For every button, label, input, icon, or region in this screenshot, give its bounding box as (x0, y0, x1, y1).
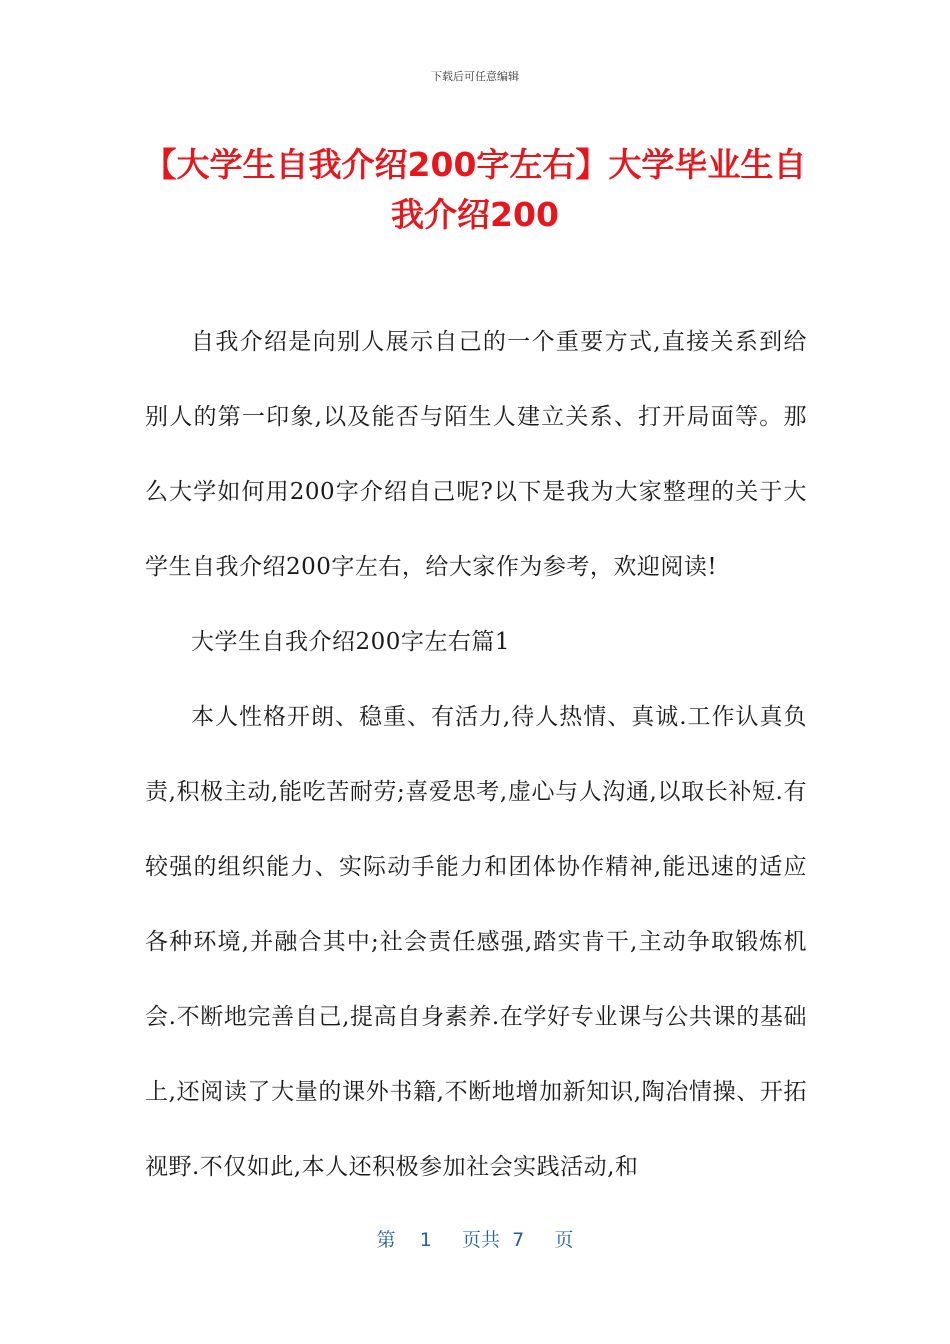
page-footer (0, 1225, 950, 1252)
page-label-suffix: 页 (554, 1229, 574, 1251)
current-page-number: 1 (419, 1229, 432, 1251)
section-heading: 大学生自我介绍200字左右篇1 (191, 629, 511, 655)
header-note: 下载后可任意编辑 (431, 70, 519, 83)
document-title: 【大学生自我介绍200字左右】大学毕业生自我介绍200 (143, 145, 807, 234)
page-label-middle: 页共 (462, 1229, 501, 1251)
page-label-prefix: 第 (376, 1229, 396, 1251)
body-paragraph: 本人性格开朗、稳重、有活力,待人热情、真诚.工作认真负责,积极主动,能吃苦耐劳;喜爱思考,虚心与人沟通,以取长补短.有较强的组织能力、实际动手能力和团体协作精神,能迅速的适应各种环境,并融合其中;社会责任感强,踏实肯干,主动争取锻炼机会.不断地完善自己,提高自身素养.在学好专业课与公共课的基础上,还阅读了大量的课外书籍,不断地增加新知识,陶冶情操、开拓视野.不仅如此,本人还积极参加社会实践活动,和 (145, 704, 807, 1180)
total-pages-number: 7 (512, 1229, 525, 1251)
document-body (145, 305, 807, 1205)
intro-paragraph: 自我介绍是向别人展示自己的一个重要方式,直接关系到给别人的第一印象,以及能否与陌生人建立关系、打开局面等。那么大学如何用200字介绍自己呢?以下是我为大家整理的关于大学生自我介绍200字左右，给大家作为参考，欢迎阅读! (145, 329, 807, 580)
